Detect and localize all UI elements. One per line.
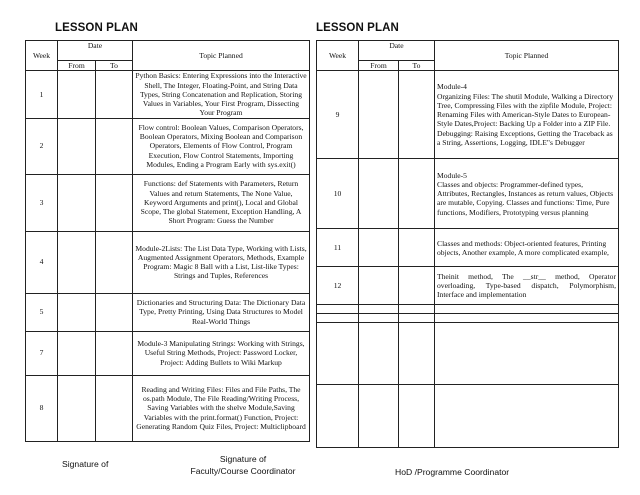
to-cell <box>399 314 435 323</box>
topic-cell: Flow control: Boolean Values, Comparison Operators, Boolean Operators, Mixing Boolean and Comparison Operators, Elements of Flow Control, Program Execution, Flow Control Statements, Importing Modules, Ending a Program Early with sys.exit() <box>133 118 310 174</box>
topic-cell: Reading and Writing Files: Files and File Paths, The os.path Module, The File Reading/Writing Process, Saving Variables with the shelve Module,Saving Variables with the print.format() Function, Project: Generating Random Quiz Files, Project: Multiclipboard <box>133 375 310 441</box>
week-cell: 11 <box>317 229 359 267</box>
topic-cell: Module-2Lists: The List Data Type, Working with Lists, Augmented Assignment Operators, Methods, Example Program: Magic 8 Ball with a List, List-like Types: Strings and Tuples, References <box>133 231 310 293</box>
topic-cell: Classes and methods: Object-oriented features, Printing objects, Another example, A more complicated example, <box>435 229 619 267</box>
to-cell <box>96 231 133 293</box>
to-cell <box>96 331 133 375</box>
left-lesson-table <box>25 40 310 442</box>
table-row <box>26 331 310 375</box>
week-cell <box>317 323 359 385</box>
table-row <box>26 293 310 331</box>
from-cell <box>359 305 399 314</box>
week-cell: 8 <box>26 375 58 441</box>
week-cell: 7 <box>26 331 58 375</box>
to-header: To <box>399 61 435 71</box>
table-row <box>26 71 310 118</box>
topic-cell <box>435 314 619 323</box>
week-cell: 5 <box>26 293 58 331</box>
faculty-signature-block <box>178 453 308 478</box>
to-cell <box>96 71 133 118</box>
week-cell: 10 <box>317 159 359 229</box>
table-row <box>317 267 619 305</box>
from-cell <box>58 375 96 441</box>
week-cell <box>317 314 359 323</box>
table-row <box>317 229 619 267</box>
from-cell <box>359 314 399 323</box>
topic-cell: Theinit method, The __str__ method, Operator overloading, Type-based dispatch, Polymorphism, Interface and implementation <box>435 267 619 305</box>
topic-cell: Module-5 Classes and objects: Programmer-defined types, Attributes, Rectangles, Instances as return values, Objects are mutable, Copying. Classes and functions: Time, Pure functions, Modifiers, Prototyping versus planning <box>435 159 619 229</box>
left-title: LESSON PLAN <box>55 22 138 34</box>
table-row <box>317 323 619 385</box>
from-cell <box>58 231 96 293</box>
table-row <box>26 174 310 231</box>
to-cell <box>399 159 435 229</box>
table-row <box>317 314 619 323</box>
to-cell <box>96 174 133 231</box>
to-cell <box>96 375 133 441</box>
to-cell <box>96 293 133 331</box>
to-header: To <box>96 61 133 71</box>
table-row <box>317 385 619 448</box>
week-cell <box>317 385 359 448</box>
table-row <box>26 118 310 174</box>
from-cell <box>58 174 96 231</box>
table-row <box>26 231 310 293</box>
signature-label: Signature of <box>219 454 267 464</box>
to-cell <box>399 305 435 314</box>
date-header: Date <box>58 41 133 61</box>
week-cell: 4 <box>26 231 58 293</box>
table-row <box>26 375 310 441</box>
signature-label-left: Signature of <box>62 459 109 469</box>
from-cell <box>359 229 399 267</box>
table-row <box>317 71 619 159</box>
from-header: From <box>359 61 399 71</box>
topic-cell: Module-4 Organizing Files: The shutil Module, Walking a Directory Tree, Compressing Files with the zipfile Module, Project: Renaming Files with American-Style Dates to European-Style Dates,Project: Backing Up a Folder into a ZIP File. Debugging: Raising Exceptions, Getting the Traceback as a String, Assertions, Logging, IDLE"s Debugger <box>435 71 619 159</box>
topic-cell: Dictionaries and Structuring Data: The Dictionary Data Type, Pretty Printing, Using Data Structures to Model Real-World Things <box>133 293 310 331</box>
topic-header: Topic Planned <box>133 41 310 71</box>
week-cell: 9 <box>317 71 359 159</box>
topic-cell: Module-3 Manipulating Strings: Working with Strings, Useful String Methods, Project: Password Locker, Project: Adding Bullets to Wiki Markup <box>133 331 310 375</box>
from-cell <box>359 267 399 305</box>
week-cell: 1 <box>26 71 58 118</box>
right-title: LESSON PLAN <box>316 22 399 34</box>
from-cell <box>359 385 399 448</box>
topic-cell: Functions: def Statements with Parameters, Return Values and return Statements, The None Value, Keyword Arguments and print(), Local and Global Scope, The global Statement, Exception Handling, A Short Program: Guess the Number <box>133 174 310 231</box>
to-cell <box>96 118 133 174</box>
from-cell <box>359 159 399 229</box>
topic-cell: Python Basics: Entering Expressions into the Interactive Shell, The Integer, Floating-Point, and String Data Types, String Concatenation and Replication, Storing Values in Variables, Your First Program, Dissecting Your Program <box>133 71 310 118</box>
topic-cell <box>435 385 619 448</box>
week-header: Week <box>26 41 58 71</box>
topic-cell <box>435 305 619 314</box>
to-cell <box>399 323 435 385</box>
week-cell: 2 <box>26 118 58 174</box>
topic-cell <box>435 323 619 385</box>
from-cell <box>359 71 399 159</box>
to-cell <box>399 229 435 267</box>
from-cell <box>58 71 96 118</box>
table-row <box>317 305 619 314</box>
date-header: Date <box>359 41 435 61</box>
from-cell <box>58 118 96 174</box>
faculty-coordinator-label: Faculty/Course Coordinator <box>190 466 296 477</box>
from-cell <box>58 293 96 331</box>
right-lesson-table <box>316 40 619 448</box>
topic-header: Topic Planned <box>435 41 619 71</box>
table-row <box>317 159 619 229</box>
from-cell <box>359 323 399 385</box>
week-cell: 12 <box>317 267 359 305</box>
week-header: Week <box>317 41 359 71</box>
to-cell <box>399 385 435 448</box>
to-cell <box>399 71 435 159</box>
week-cell: 3 <box>26 174 58 231</box>
from-cell <box>58 331 96 375</box>
week-cell <box>317 305 359 314</box>
from-header: From <box>58 61 96 71</box>
to-cell <box>399 267 435 305</box>
hod-signature-label: HoD /Programme Coordinator <box>395 467 510 477</box>
